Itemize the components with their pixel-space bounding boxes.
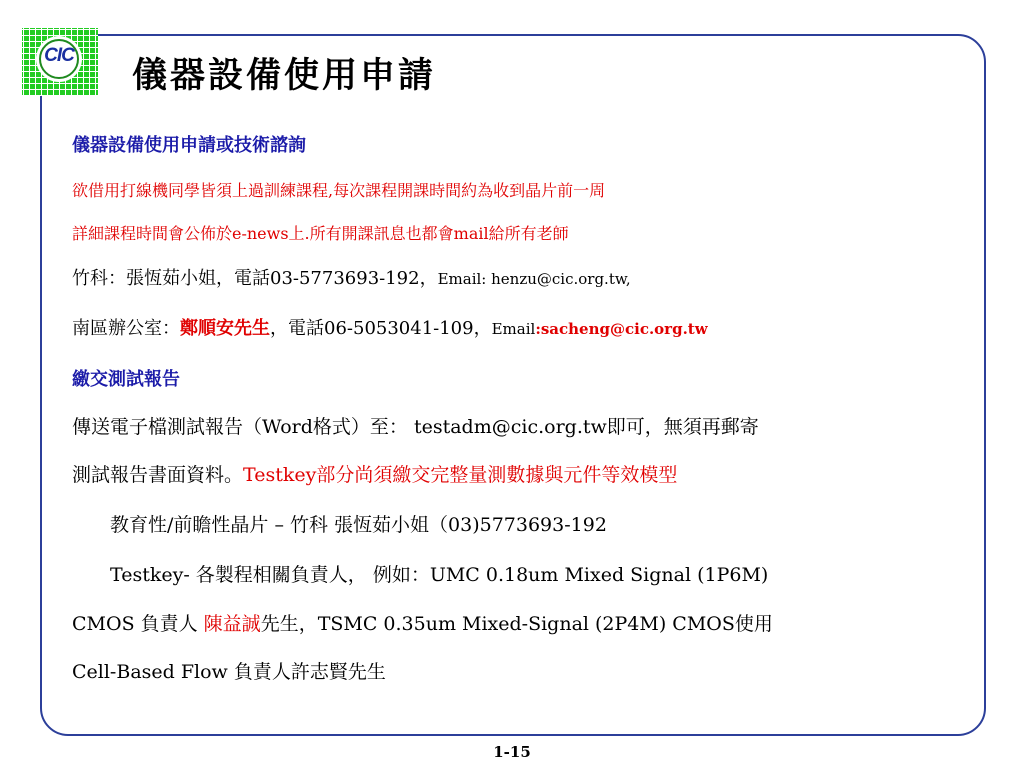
course-requirement-text: 欲借用打線機同學皆須上過訓練課程,每次課程開課時間約為收到晶片前一周: [72, 181, 606, 200]
test-report-paper-text: 測試報告書面資料。: [72, 464, 244, 486]
testkey-process-contact: Testkey- 各製程相關負責人， 例如：UMC 0.18um Mixed Signal (1P6M): [110, 564, 769, 586]
cell-based-flow-contact: Cell-Based Flow 負責人許志賢先生: [72, 661, 386, 683]
hsinchu-contact-email: Email: henzu@cic.org.tw,: [437, 270, 631, 288]
educational-chip-contact: 教育性/前瞻性晶片 – 竹科 張恆茹小姐（03)5773693-192: [110, 514, 607, 536]
course-schedule-text: 詳細課程時間會公佈於e-news上.所有開課訊息也都會mail給所有老師: [72, 224, 569, 243]
hsinchu-contact-line: [72, 270, 631, 288]
cmos-contact-prefix: CMOS 負責人: [72, 613, 204, 635]
south-office-contact-name: 鄭順安先生: [180, 318, 270, 339]
cmos-contact-suffix: 先生，TSMC 0.35um Mixed-Signal (2P4M) CMOS使用: [260, 613, 773, 635]
page-number: 1-15: [493, 743, 531, 761]
cic-logo: [22, 28, 98, 96]
heading-equipment-application: 儀器設備使用申請或技術諮詢: [72, 135, 306, 156]
slide-title: 儀器設備使用申請: [132, 55, 437, 96]
test-report-paper-line: [72, 466, 677, 485]
south-office-phone: ，電話06-5053041-109，: [270, 318, 492, 339]
heading-test-report: 繳交測試報告: [72, 369, 180, 390]
cmos-contact-line: [72, 615, 773, 634]
south-office-contact-line: [72, 320, 708, 338]
testkey-requirement-text: Testkey部分尚須繳交完整量測數據與元件等效模型: [243, 464, 678, 486]
cmos-contact-name: 陳益誠: [203, 613, 261, 635]
logo-text: CIC: [44, 45, 74, 66]
hsinchu-contact-phone: 竹科：張恆茹小姐，電話03-5773693-192，: [72, 268, 438, 289]
south-office-email: :sacheng@cic.org.tw: [535, 320, 708, 338]
test-report-submission-text: 傳送電子檔測試報告（Word格式）至： testadm@cic.org.tw即可，無須再郵寄: [72, 416, 759, 438]
south-office-label: 南區辦公室：: [72, 318, 180, 339]
south-office-email-label: Email: [491, 320, 536, 338]
